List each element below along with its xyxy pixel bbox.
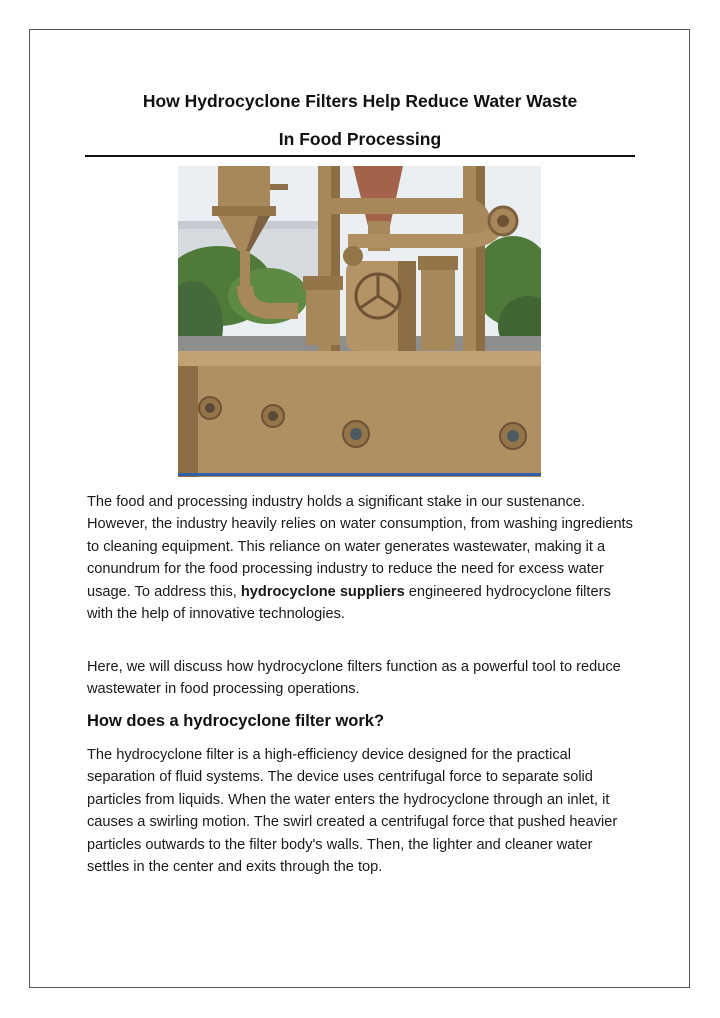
paragraph-discussion: Here, we will discuss how hydrocyclone filters function as a powerful tool to reduce wastewater in food processing operations.: [87, 659, 621, 698]
hydrocyclone-photo: [178, 166, 541, 477]
paragraph-intro-text-end: engineered hydrocyclone filters with the help of innovative technologies.: [87, 583, 611, 623]
paragraph-intro: [87, 491, 635, 625]
paragraph-intro-text: The food and processing industry holds a significant stake in our sustenance. However, the industry heavily relies on water consumption, from washing ingredients to cleaning equipment. This reliance on water generates wastewater, making it a conundrum for the food processing industry to reduce the need for excess water usage. To address this,: [87, 494, 633, 600]
document-title-line1: How Hydrocyclone Filters Help Reduce Water Waste: [142, 91, 578, 111]
section-heading: How does a hydrocyclone filter work?: [87, 712, 385, 730]
hydrocyclone-illustration: [178, 166, 541, 477]
paragraph-intro-bold: hydrocyclone suppliers: [240, 583, 405, 600]
title-underline: [85, 155, 635, 157]
paragraph-how-it-works: The hydrocyclone filter is a high-efficiency device designed for the practical separation of fluid systems. The device uses centrifugal force to separate solid particles from liquids. When the water enters the hydrocyclone through an inlet, it causes a swirling motion. The swirl created a centrifugal force that pushed heavier particles outwards to the filter body's walls. Then, the lighter and cleaner water settles in the center and exits through the top.: [87, 747, 618, 876]
document-title-line2: In Food Processing: [278, 129, 442, 149]
